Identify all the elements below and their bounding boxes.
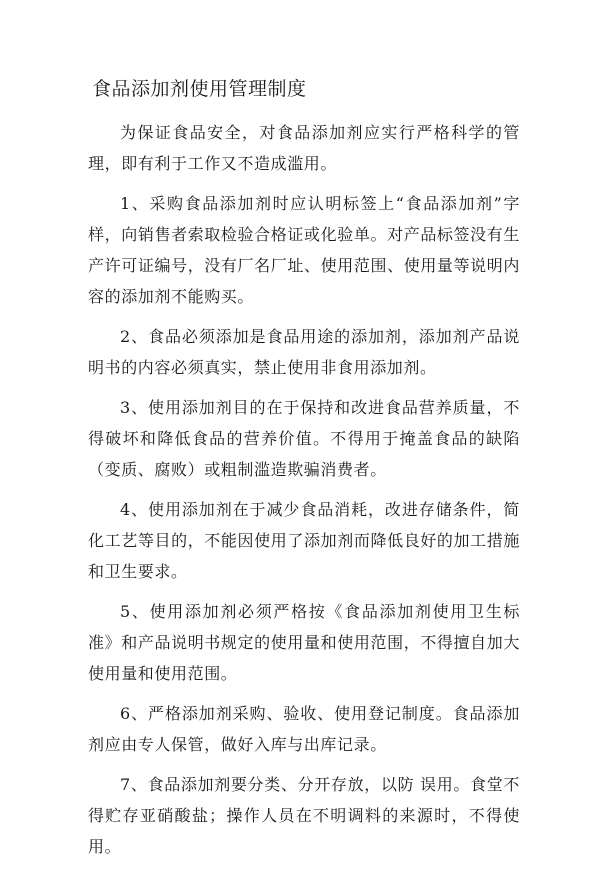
paragraph-rule-3: 3、使用添加剂目的在于保持和改进食品营养质量，不得破坏和降低食品的营养价值。不得用于掩盖食品的缺陷（变质、腐败）或粗制滥造欺骗消费者。 [88, 398, 520, 479]
paragraph-rule-7: 7、食品添加剂要分类、分开存放，以防 误用。食堂不得贮存亚硝酸盐；操作人员在不明调料的来源时，不得使用。 [88, 775, 520, 856]
document-body [88, 117, 520, 871]
paragraph-intro: 为保证食品安全，对食品添加剂应实行严格科学的管理，即有利于工作又不造成滥用。 [88, 123, 520, 173]
paragraph-rule-1: 1、采购食品添加剂时应认明标签上“食品添加剂”字样，向销售者索取检验合格证或化验单。对产品标签没有生产许可证编号，没有厂名厂址、使用范围、使用量等说明内容的添加剂不能购买。 [88, 194, 520, 306]
paragraph-rule-2: 2、食品必须添加是食品用途的添加剂，添加剂产品说明书的内容必须真实，禁止使用非食用添加剂。 [88, 327, 520, 377]
paragraph-rule-5: 5、使用添加剂必须严格按《食品添加剂使用卫生标准》和产品说明书规定的使用量和使用范围，不得擅自加大使用量和使用范围。 [88, 602, 520, 683]
paragraph-rule-6: 6、严格添加剂采购、验收、使用登记制度。食品添加剂应由专人保管，做好入库与出库记录。 [88, 704, 520, 754]
document-title: 食品添加剂使用管理制度 [92, 78, 307, 100]
paragraph-rule-4: 4、使用添加剂在于减少食品消耗，改进存储条件，简化工艺等目的，不能因使用了添加剂而降低良好的加工措施和卫生要求。 [88, 500, 520, 581]
